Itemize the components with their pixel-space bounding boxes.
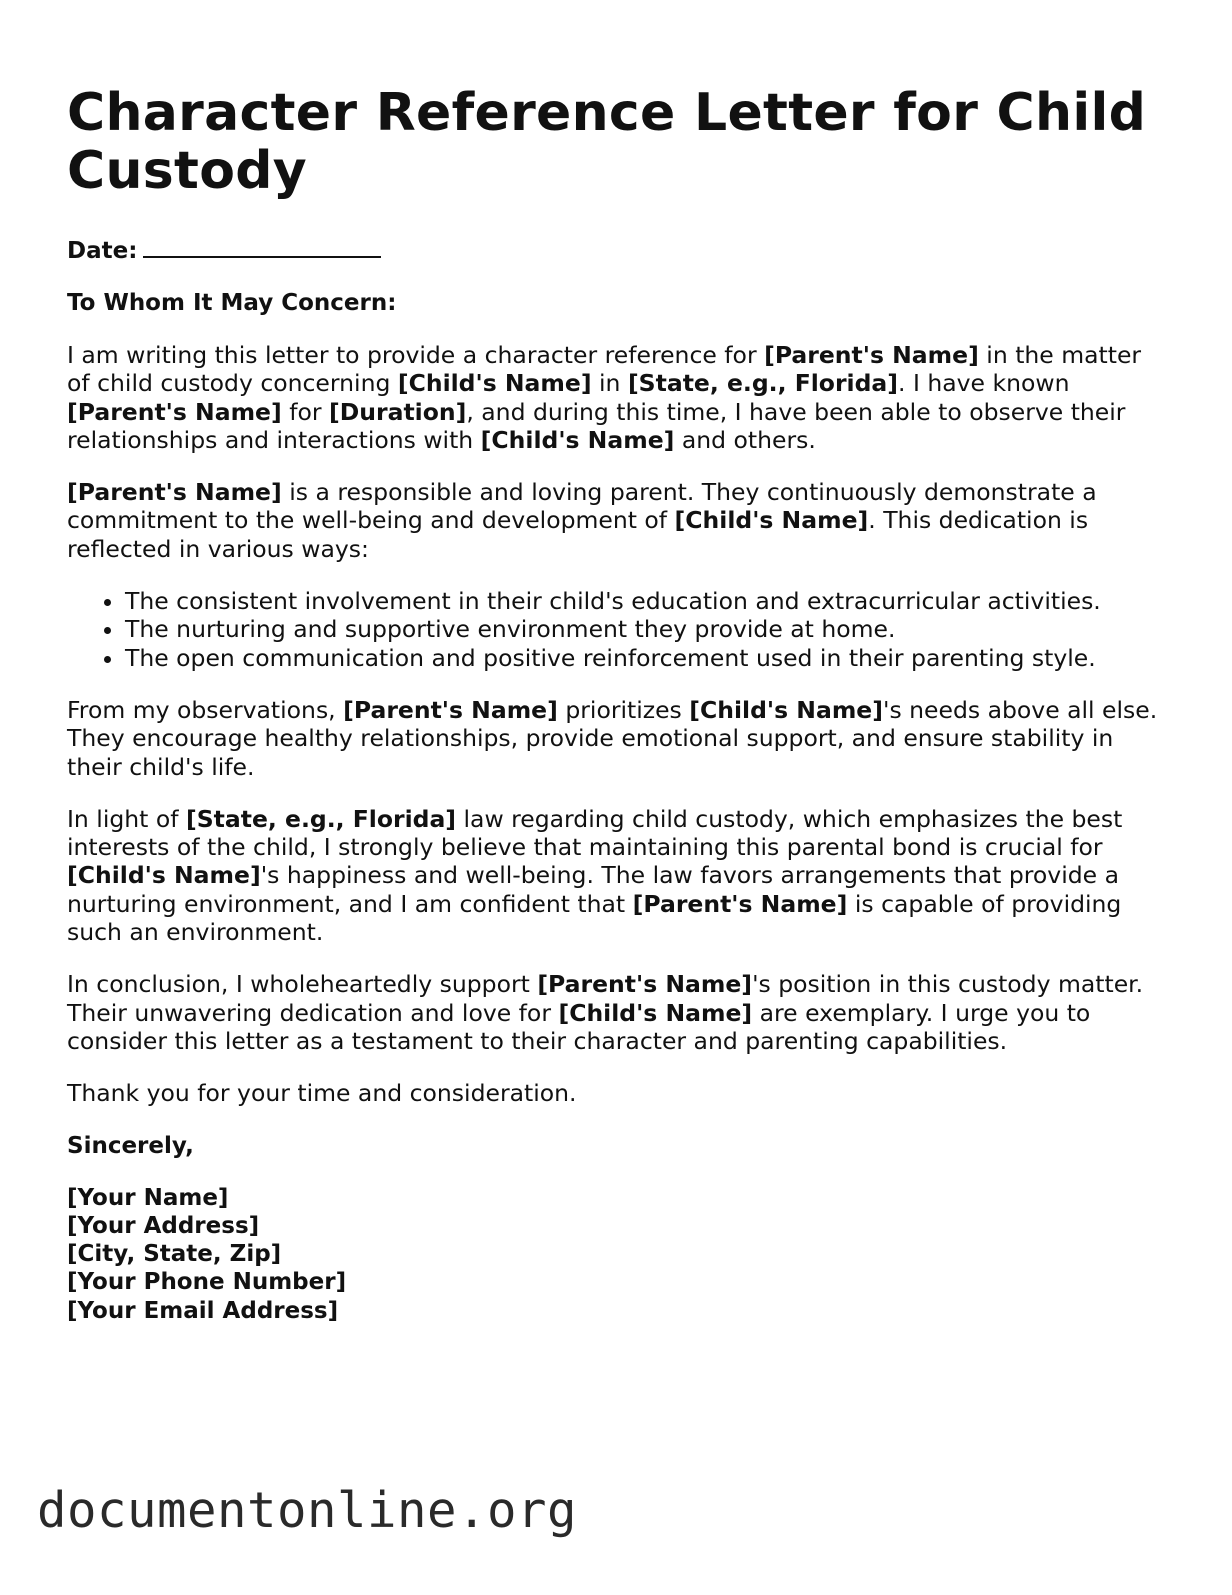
salutation: To Whom It May Concern: [67, 290, 397, 316]
placeholder-field: [Child's Name] [397, 369, 592, 398]
placeholder-field: [Child's Name] [674, 506, 869, 535]
letter-page [67, 84, 1167, 1325]
date-label: Date: [67, 238, 138, 264]
signature-email: [Your Email Address] [67, 1297, 339, 1324]
placeholder-field: [Parent's Name] [537, 970, 753, 999]
placeholder-field: [Child's Name] [67, 861, 261, 890]
paragraph-state-law: In light of [State, e.g., Florida] law regarding child custody, which emphasizes the best interests of the child, I strongly believe that maintaining this parental bond is crucial for [Child's Name]'s happiness and well-being. The law favors arrangements that provide a nurturing environment, and I am confident that [Parent's Name] is capable of providing such an environment. [67, 804, 1123, 947]
placeholder-field: [Parent's Name] [67, 478, 282, 507]
paragraph-intro: I am writing this letter to provide a character reference for [Parent's Name] in the matter of child custody concerning [Child's Name] in [State, e.g., Florida]. I have known [Parent's Name] for [Duration], and during this time, I have been able to observe their relationships and interactions with [Child's Name] and others. [67, 341, 1142, 454]
page-title: Character Reference Letter for Child Custody [67, 83, 1147, 201]
placeholder-field: [Child's Name] [480, 425, 675, 454]
paragraph-parent-qualities: [Parent's Name] is a responsible and loving parent. They continuously demonstrate a commitment to the well-being and development of [Child's Name]. This dedication is reflected in various ways: [67, 478, 1097, 563]
placeholder-field: [Child's Name] [689, 695, 883, 724]
list-item: • The nurturing and supportive environment they provide at home. [125, 615, 1167, 643]
list-item: • The consistent involvement in their child's education and extracurricular activities. [125, 587, 1167, 615]
placeholder-field: [State, e.g., Florida] [185, 804, 457, 833]
date-blank-field[interactable] [143, 234, 381, 258]
paragraph-observations: From my observations, [Parent's Name] prioritizes [Child's Name]'s needs above all else. They encourage healthy relationships, provide emotional support, and ensure stability in their child's life. [67, 695, 1158, 781]
list-item: • The open communication and positive reinforcement used in their parenting style. [125, 644, 1167, 672]
placeholder-field: [State, e.g., Florida] [627, 369, 899, 398]
placeholder-field: [Parent's Name] [67, 397, 282, 426]
signature-name: [Your Name] [67, 1184, 229, 1211]
placeholder-field: [Parent's Name] [764, 341, 979, 369]
paragraph-thanks: Thank you for your time and consideration. [67, 1079, 577, 1108]
closing: Sincerely, [67, 1132, 194, 1159]
placeholder-field: [Duration] [329, 397, 467, 426]
qualities-list [67, 587, 1167, 672]
signature-block [67, 1184, 1167, 1325]
date-line [67, 234, 1167, 265]
signature-city-state-zip: [City, State, Zip] [67, 1241, 282, 1268]
signature-address: [Your Address] [67, 1212, 260, 1239]
signature-phone: [Your Phone Number] [67, 1269, 347, 1296]
placeholder-field: [Parent's Name] [343, 695, 558, 724]
watermark: documentonline.org [37, 1482, 578, 1539]
paragraph-conclusion: In conclusion, I wholeheartedly support [Parent's Name]'s position in this custody matter. Their unwavering dedication and love for [Child's Name] are exemplary. I urge you to consider this letter as a testament to their character and parenting capabilities. [67, 970, 1144, 1055]
placeholder-field: [Child's Name] [558, 998, 753, 1027]
placeholder-field: [Parent's Name] [632, 889, 848, 918]
